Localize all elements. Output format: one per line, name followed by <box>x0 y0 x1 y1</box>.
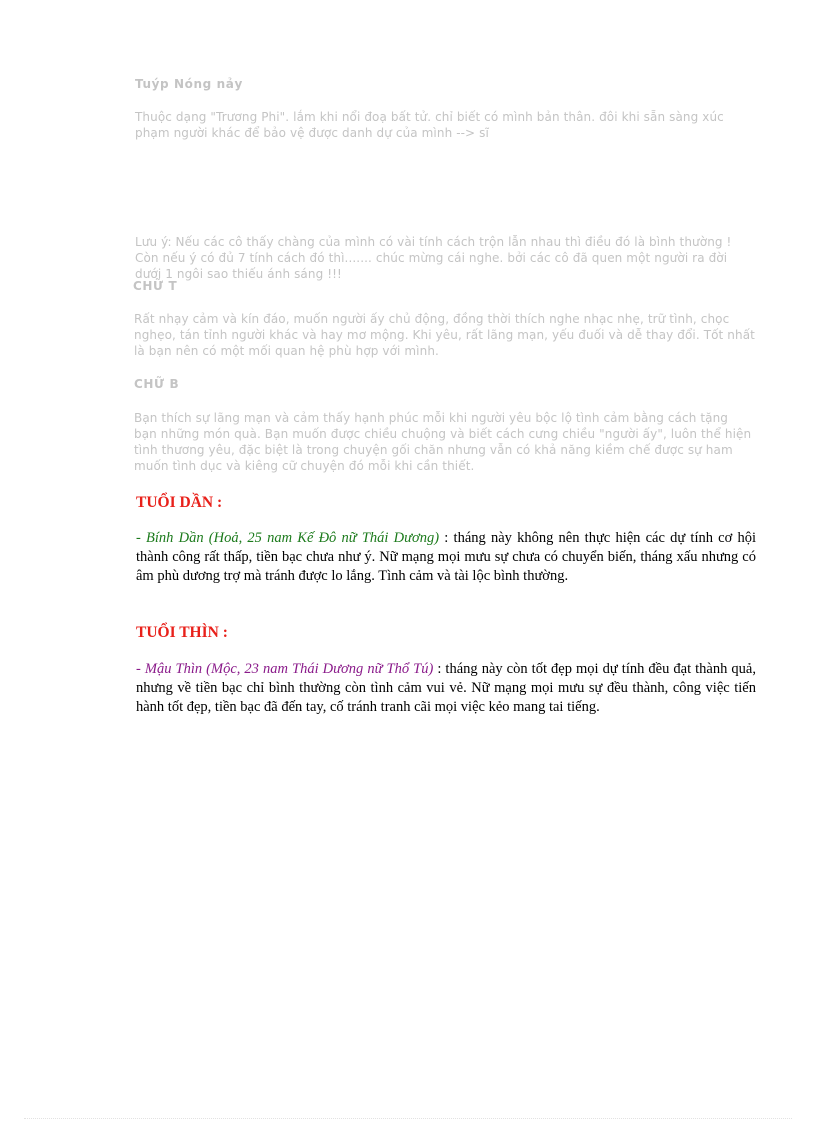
paragraph-chu-t: Rất nhạy cảm và kín đáo, muốn người ấy chủ động, đồng thời thích nghe nhạc nhẹ, trữ tình, chọc nghẹo, tán tỉnh người khác và hay mơ mộng. Khi yêu, rất lãng mạn, yếu đuối và dễ thay đổi. Tốt nhất là bạn nên có một mối quan hệ phù hợp với mình. <box>134 312 755 358</box>
body-mau-thin: : tháng này còn tốt đẹp mọi dự tính đều đạt thành quả, nhưng về tiền bạc chỉ bình thường còn tình cảm vui vẻ. Nữ mạng mọi mưu sự đều thành, công việc tiến hành tốt đẹp, tiền bạc đã đến tay, cố tránh tranh cãi mọi việc kẻo mang tai tiếng. <box>136 661 756 715</box>
lead-binh-dan: - Bính Dần (Hoả, 25 nam Kế Đô nữ Thái Dương) <box>136 530 440 546</box>
heading-chu-b: CHỮ B <box>134 377 180 391</box>
paragraph-tuoi-thin <box>136 660 756 717</box>
heading-tuoi-thin: TUỔI THÌN : <box>136 624 228 641</box>
paragraph-chu-b: Bạn thích sự lãng mạn và cảm thấy hạnh phúc mỗi khi người yêu bộc lộ tình cảm bằng cách tặng bạn những món quà. Bạn muốn được chiều chuộng và biết cách cưng chiều "người ấy", luôn thể hiện tình thương yêu, đặc biệt là trong chuyện gối chăn nhưng vẫn có khả năng kiềm chế được sự ham muốn tình dục và kiêng cữ chuyện đó mỗi khi cần thiết. <box>134 411 752 473</box>
heading-chu-t: CHỮ T <box>133 279 178 293</box>
heading-tuoi-dan: TUỔI DẦN : <box>136 494 223 511</box>
heading-tuyp-nong-nay: Tuýp Nóng nảy <box>135 77 243 91</box>
paragraph-tuoi-dan <box>136 529 756 586</box>
note-paragraph: Lưu ý: Nếu các cô thấy chàng của mình có vài tính cách trộn lẫn nhau thì điều đó là bình thường ! Còn nếu ý có đủ 7 tính cách đó thì....... chúc mừng cái nghe. bởi các cô đã quen một người ra đời dưới 1 ngôi sao thiếu ánh sáng !!! <box>135 235 732 281</box>
paragraph-tuyp-nong-nay: Thuộc dạng "Trương Phi". lắm khi nổi đoạ bất tử. chỉ biết có mình bản thân. đôi khi sẵn sàng xúc phạm người khác để bảo vệ được danh dự của mình --> sĩ <box>135 110 724 140</box>
lead-mau-thin: - Mậu Thìn (Mộc, 23 nam Thái Dương nữ Thổ Tú) <box>136 661 434 677</box>
body-binh-dan: : tháng này không nên thực hiện các dự tính cơ hội thành công rất thấp, tiền bạc chưa như ý. Nữ mạng mọi mưu sự chưa có chuyển biến, tháng xấu nhưng có âm phù dương trợ mà tránh được lo lắng. Tình cảm và tài lộc bình thường. <box>136 530 757 584</box>
page-bottom-divider <box>24 1118 792 1119</box>
